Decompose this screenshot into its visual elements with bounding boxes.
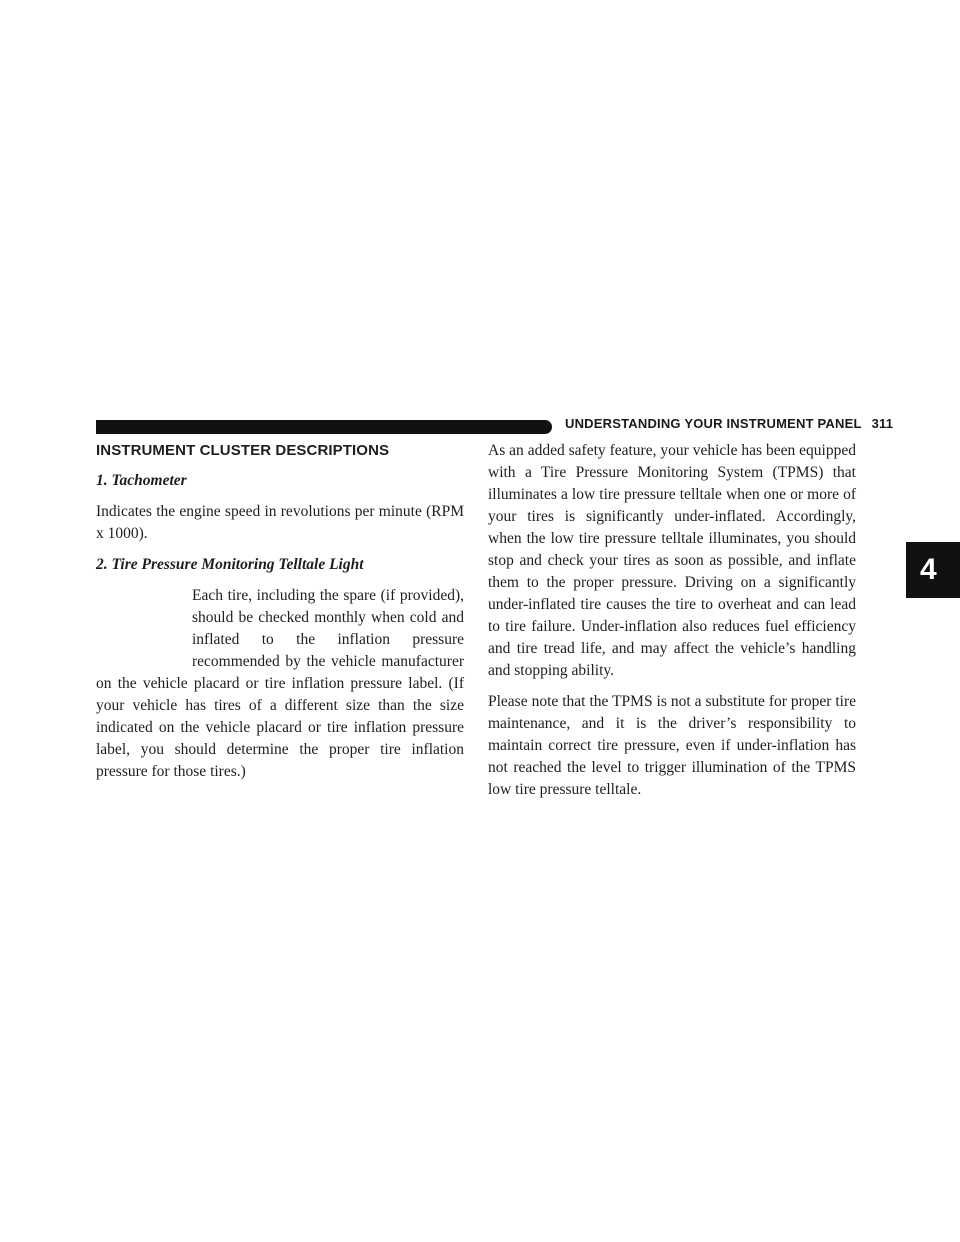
tpms-description-block <box>96 585 464 783</box>
tpms-safety-paragraph: As an added safety feature, your vehicle has been equipped with a Tire Pressure Monitoring System (TPMS) that illuminates a low tire pressure telltale when one or more of your tires is significantly under-inflated. Accordingly, when the low tire pressure telltale illuminates, you should stop and check your tires as soon as possible, and inflate them to the proper pressure. Driving on a significantly under-inflated tire causes the tire to overheat and can lead to tire failure. Under-inflation also reduces fuel efficiency and tire tread life, and may affect the vehicle’s handling and stopping ability. <box>488 442 856 679</box>
header-title: UNDERSTANDING YOUR INSTRUMENT PANEL <box>565 416 862 431</box>
item-heading-tachometer: 1. Tachometer <box>96 472 187 489</box>
tpms-light-description: Each tire, including the spare (if provided), should be checked monthly when cold and inflated to the inflation pressure recommended by the vehicle manufacturer on the vehicle placard or tire inflation pressure label. (If your vehicle has tires of a different size than the size indicated on the vehicle placard or tire inflation pressure label, you should determine the proper tire inflation pressure for those tires.) <box>96 587 464 780</box>
tachometer-description: Indicates the engine speed in revolutions per minute (RPM x 1000). <box>96 503 464 542</box>
chapter-tab: 4 <box>906 542 960 598</box>
header-bar <box>96 420 552 434</box>
telltale-icon-space <box>96 585 192 673</box>
tpms-maintenance-paragraph: Please note that the TPMS is not a substitute for proper tire maintenance, and it is the driver’s responsibility to maintain correct tire pressure, even if under-inflation has not reached the level to trigger illumination of the TPMS low tire pressure telltale. <box>488 693 856 798</box>
page-number: 311 <box>871 416 894 431</box>
running-header <box>565 416 893 431</box>
item-heading-tpms-light: 2. Tire Pressure Monitoring Telltale Light <box>96 556 364 573</box>
left-column <box>96 440 464 792</box>
right-column <box>488 440 856 810</box>
section-heading: INSTRUMENT CLUSTER DESCRIPTIONS <box>96 442 390 459</box>
